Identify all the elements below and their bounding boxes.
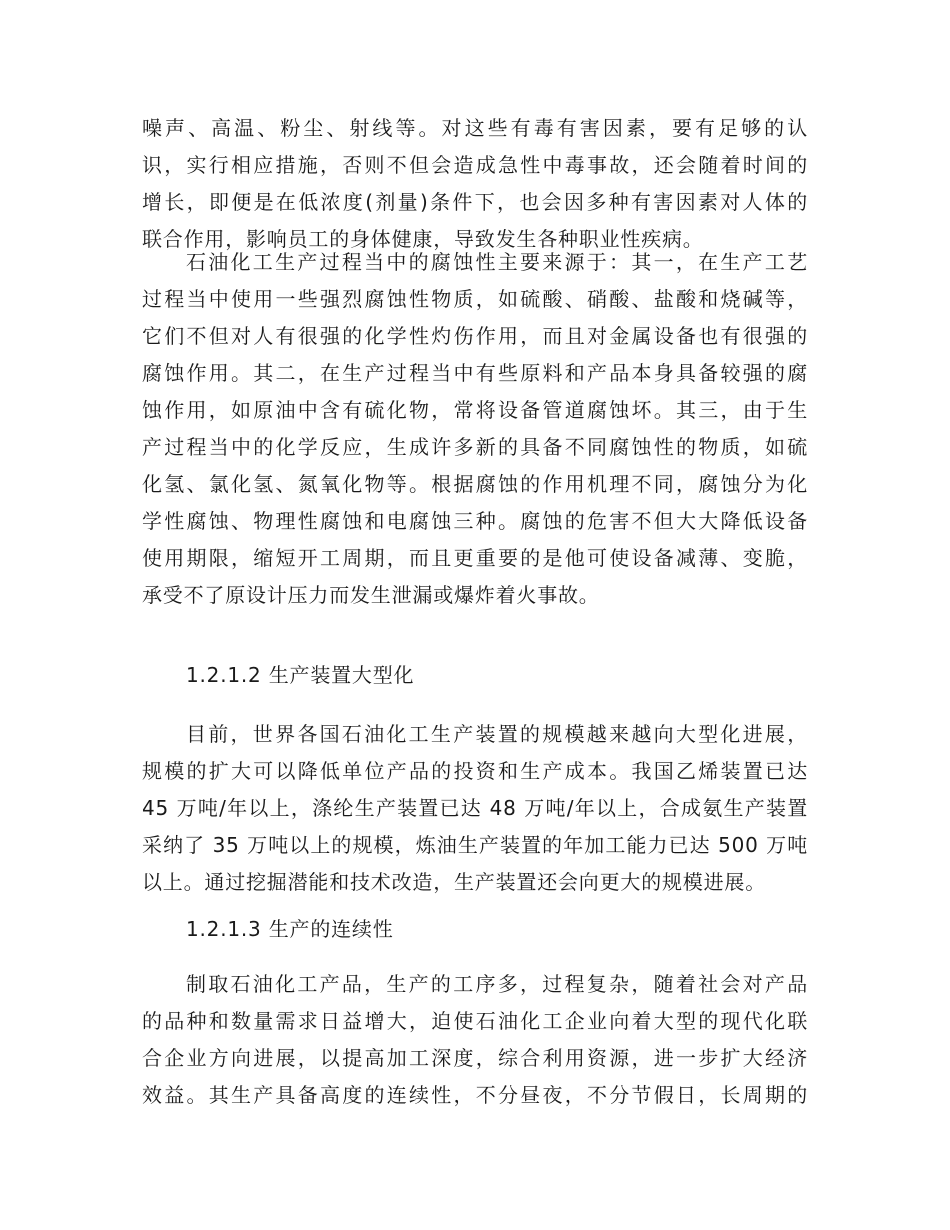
text-line: 合企业方向进展，以提高加工深度，综合利用资源，进一步扩大经济 [142, 1046, 808, 1070]
text-line: 目前，世界各国石油化工生产装置的规模越来越向大型化进展， [186, 722, 808, 746]
text-line: 化氢、氯化氢、氮氧化物等。根据腐蚀的作用机理不同，腐蚀分为化 [142, 472, 808, 496]
paragraph-large-scale [142, 716, 808, 901]
text-line: 使用期限，缩短开工周期，而且更重要的是他可使设备减薄、变脆， [142, 546, 808, 570]
text-line: 产过程当中的化学反应，生成许多新的具备不同腐蚀性的物质，如硫 [142, 435, 808, 459]
text-line: 规模的扩大可以降低单位产品的投资和生产成本。我国乙烯装置已达 [142, 759, 808, 783]
text-line: 以上。通过挖掘潜能和技术改造，生产装置还会向更大的规模进展。 [142, 870, 766, 894]
text-line: 45 万吨/年以上，涤纶生产装置已达 48 万吨/年以上，合成氨生产装置 [142, 796, 808, 820]
text-line: 联合作用，影响员工的身体健康，导致发生各种职业性疾病。 [142, 227, 704, 251]
text-line: 效益。其生产具备高度的连续性，不分昼夜，不分节假日，长周期的 [142, 1083, 808, 1107]
text-line: 识，实行相应措施，否则不但会造成急性中毒事故，还会随着时间的 [142, 153, 808, 177]
paragraph-continuity [142, 966, 808, 1114]
text-line: 石油化工生产过程当中的腐蚀性主要来源于：其一，在生产工艺 [186, 250, 808, 274]
text-line: 它们不但对人有很强的化学性灼伤作用，而且对金属设备也有很强的 [142, 324, 808, 348]
text-line: 过程当中使用一些强烈腐蚀性物质，如硫酸、硝酸、盐酸和烧碱等， [142, 287, 808, 311]
paragraph-corrosion [142, 244, 808, 614]
section-heading: 1.2.1.3 生产的连续性 [186, 917, 394, 941]
text-line: 噪声、高温、粉尘、射线等。对这些有毒有害因素，要有足够的认 [142, 116, 808, 140]
paragraph-occupational-hazards [142, 110, 808, 258]
text-line: 承受不了原设计压力而发生泄漏或爆炸着火事故。 [142, 583, 600, 607]
section-heading: 1.2.1.2 生产装置大型化 [186, 663, 415, 687]
text-line: 增长，即便是在低浓度(剂量)条件下，也会因多种有害因素对人体的 [142, 190, 808, 214]
text-line: 学性腐蚀、物理性腐蚀和电腐蚀三种。腐蚀的危害不但大大降低设备 [142, 509, 808, 533]
text-line: 采纳了 35 万吨以上的规模，炼油生产装置的年加工能力已达 500 万吨 [142, 833, 808, 857]
text-line: 的品种和数量需求日益增大，迫使石油化工企业向着大型的现代化联 [142, 1009, 808, 1033]
text-line: 蚀作用，如原油中含有硫化物，常将设备管道腐蚀坏。其三，由于生 [142, 398, 808, 422]
text-line: 腐蚀作用。其二，在生产过程当中有些原料和产品本身具备较强的腐 [142, 361, 808, 385]
text-line: 制取石油化工产品，生产的工序多，过程复杂，随着社会对产品 [186, 972, 808, 996]
